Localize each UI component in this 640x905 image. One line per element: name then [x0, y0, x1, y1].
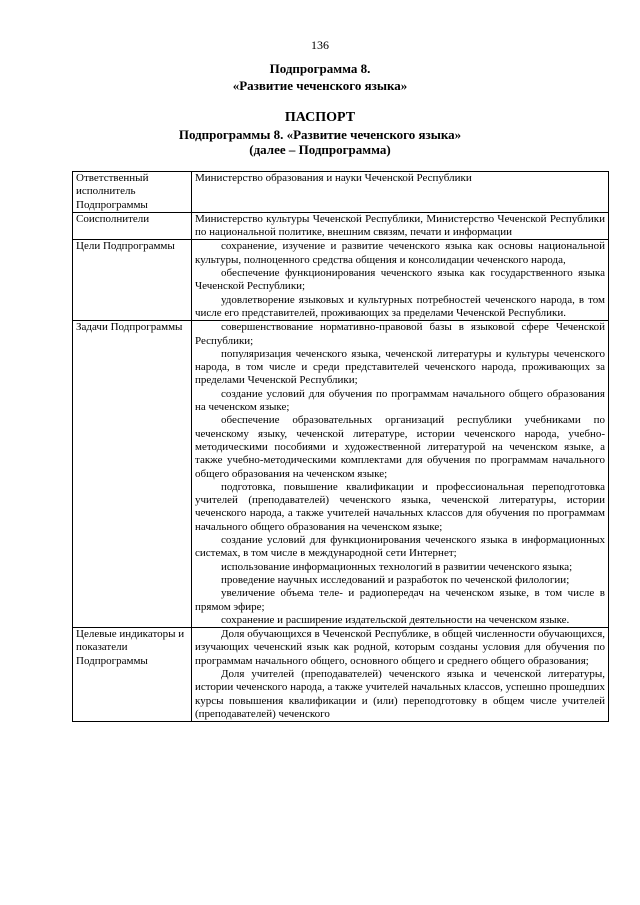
row-label: Соисполнители [73, 212, 192, 240]
subprogram-name: «Развитие чеченского языка» [232, 78, 408, 93]
row-value [192, 628, 609, 722]
row-paragraph: подготовка, повышение квалификации и профессиональная переподготовка учителей (преподавателей) чеченского языка, чеченской литературы, истории чеченского народа, а также учителей начальных классов для обучения по программам начального общего образования на чеченском языке; [195, 480, 605, 533]
subprogram-title: Подпрограмма 8. [269, 61, 371, 76]
row-paragraph: обеспечение образовательных организаций республики учебниками по чеченскому языку, чеченской литературе, истории чеченского народа, учебно-методическими пособиями и художественной литературой на чеченском языке, а также учебно-методическими комплектами для обучения по программам начального общего образования на чеченском языке; [195, 414, 605, 480]
row-paragraph: удовлетворение языковых и культурных потребностей чеченского народа, в том числе его представителей, проживающих за пределами Чеченской Республики. [195, 293, 605, 319]
row-paragraph: Доля обучающихся в Чеченской Республике, в общей численности обучающихся, изучающих чеченский язык как родной, которым созданы условия для обучения по программам начального общего, основного общего и среднего общего образования; [195, 628, 605, 667]
row-label: Целевые индикаторы и показатели Подпрограммы [73, 628, 192, 722]
row-value [192, 172, 609, 213]
row-paragraph: Доля учителей (преподавателей) чеченского языка и чеченской литературы, истории чеченского народа, а также учителей начальных классов, успешно прошедших курсы повышения квалификации и (или) переподготовку в общем числе учителей (преподавателей) чеченского [195, 667, 605, 720]
row-value [192, 240, 609, 321]
passport-subtitle: Подпрограммы 8. «Развитие чеченского языка» [178, 127, 462, 142]
passport-table [72, 171, 609, 722]
table-row [73, 172, 609, 213]
row-paragraph: увеличение объема теле- и радиопередач на чеченском языке, в том числе в прямом эфире; [195, 587, 605, 613]
row-paragraph: Министерство культуры Чеченской Республики, Министерство Чеченской Республики по национальной политике, внешним связям, печати и информации [195, 212, 605, 239]
row-paragraph: Министерство образования и науки Чеченской Республики [195, 172, 472, 184]
row-value [192, 212, 609, 240]
row-label: Задачи Подпрограммы [73, 321, 192, 628]
row-label: Цели Подпрограммы [73, 240, 192, 321]
row-paragraph: создание условий для обучения по программам начального общего образования на чеченском языке; [195, 387, 605, 414]
table-row [73, 240, 609, 321]
row-label: Ответственный исполнитель Подпрограммы [73, 172, 192, 213]
table-row [73, 628, 609, 722]
row-paragraph: создание условий для функционирования чеченского языка в информационных системах, в том числе в международной сети Интернет; [195, 534, 605, 560]
passport-heading: ПАСПОРТ [284, 110, 356, 125]
row-paragraph: использование информационных технологий в развитии чеченского языка; [221, 560, 573, 573]
page-number: 136 [311, 38, 329, 52]
row-paragraph: сохранение и расширение издательской деятельности на чеченском языке. [221, 613, 570, 626]
row-value [192, 321, 609, 628]
row-paragraph: совершенствование нормативно-правовой базы в языковой сфере Чеченской Республики; [195, 321, 605, 347]
row-paragraph: популяризация чеченского языка, чеченской литературы и культуры чеченского народа, в том числе и среди представителей чеченского народа, проживающих за пределами Чеченской Республики; [195, 347, 605, 387]
table-row [73, 212, 609, 240]
passport-note: (далее – Подпрограмма) [249, 142, 391, 157]
row-paragraph: обеспечение функционирования чеченского языка как государственного языка Чеченской Республики; [195, 267, 605, 293]
table-row [73, 321, 609, 628]
row-paragraph: проведение научных исследований и разработок по чеченской филологии; [221, 573, 570, 586]
row-paragraph: сохранение, изучение и развитие чеченского языка как основы национальной культуры, полноценного средства общения и консолидации чеченского народа, [195, 240, 605, 266]
